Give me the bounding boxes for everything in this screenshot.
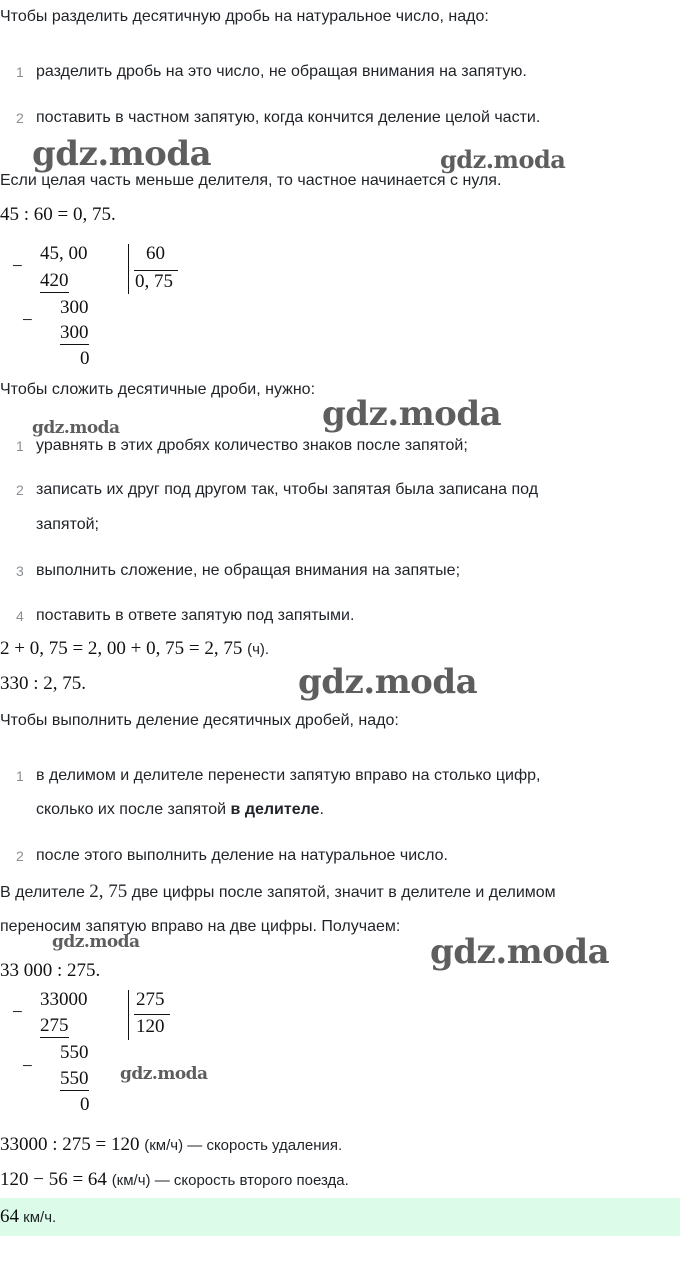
answer-line: [0, 1206, 56, 1228]
text-run: две цифры после запятой, значит в делителе и делимом: [127, 884, 556, 901]
list-item: в делимом и делителе перенести запятую вправо на столько цифр,: [36, 767, 541, 784]
result-math: 120 − 56 = 64: [0, 1169, 107, 1190]
division-bar: [128, 990, 129, 1040]
math-expression: 330 : 2, 75.: [0, 673, 87, 694]
section2-intro: Чтобы сложить десятичные дроби, нужно:: [0, 381, 316, 398]
dividend: 45, 00: [40, 243, 88, 264]
remainder: 0: [80, 348, 90, 369]
minus-sign: −: [12, 256, 23, 277]
math-expression: 33 000 : 275.: [0, 960, 101, 981]
answer-box: [0, 1198, 680, 1236]
watermark: gdz.moda: [120, 1064, 208, 1084]
list-number: 1: [16, 768, 24, 784]
list-item-continuation: запятой;: [36, 516, 99, 533]
text-run: В делителе: [0, 884, 90, 901]
result-text: — скорость второго поезда.: [150, 1172, 349, 1189]
list-number: 2: [16, 110, 24, 126]
inline-math: 2, 75: [89, 881, 128, 902]
math-expression: [0, 638, 269, 660]
quotient: 0, 75: [135, 271, 173, 292]
list-item: поставить в ответе запятую под запятыми.: [36, 607, 355, 624]
list-number: 2: [16, 848, 24, 864]
watermark: gdz.moda: [322, 394, 502, 434]
quotient: 120: [136, 1016, 165, 1037]
subtrahend: 420: [40, 270, 69, 291]
text-run: сколько их после запятой: [36, 801, 231, 818]
answer-math: 64: [0, 1206, 19, 1227]
result-text: — скорость удаления.: [183, 1137, 343, 1154]
remainder: 300: [60, 297, 89, 318]
list-number: 3: [16, 563, 24, 579]
unit-label: (км/ч): [111, 1172, 151, 1189]
list-item: записать их друг под другом так, чтобы запятая была записана под: [36, 481, 539, 498]
quotient-line: [134, 1014, 170, 1015]
minus-sign: −: [22, 1056, 33, 1077]
remainder: 550: [60, 1042, 89, 1063]
note-text: Если целая часть меньше делителя, то частное начинается с нуля.: [0, 172, 502, 189]
watermark: gdz.moda: [430, 932, 610, 972]
expression-math: 2 + 0, 75 = 2, 00 + 0, 75 = 2, 75: [0, 638, 243, 659]
subtrahend: 275: [40, 1015, 69, 1036]
watermark: gdz.moda: [298, 662, 478, 702]
unit-label: (км/ч): [144, 1137, 184, 1154]
list-item: уравнять в этих дробях количество знаков после запятой;: [36, 437, 468, 454]
dividend: 33000: [40, 989, 88, 1010]
section1-intro: Чтобы разделить десятичную дробь на натуральное число, надо:: [0, 8, 489, 25]
list-item: выполнить сложение, не обращая внимания на запятые;: [36, 562, 461, 579]
paragraph: [0, 881, 556, 903]
divisor: 275: [136, 989, 165, 1010]
divisor: 60: [146, 243, 165, 264]
minus-sign: −: [12, 1002, 23, 1023]
math-expression: 45 : 60 = 0, 75.: [0, 204, 116, 225]
watermark: gdz.moda: [32, 134, 212, 174]
list-number: 1: [16, 64, 24, 80]
division-bar: [128, 244, 129, 294]
unit-label: (ч).: [247, 641, 270, 658]
list-item-continuation: [36, 801, 324, 819]
list-number: 1: [16, 438, 24, 454]
result-line: [0, 1169, 349, 1191]
answer-text: км/ч.: [19, 1209, 57, 1226]
bold-text: в делителе: [230, 801, 320, 818]
list-item: после этого выполнить деление на натуральное число.: [36, 847, 448, 864]
subtrahend: 550: [60, 1068, 89, 1089]
list-item: поставить в частном запятую, когда кончится деление целой части.: [36, 109, 541, 126]
minus-sign: −: [22, 310, 33, 331]
watermark: gdz.moda: [52, 932, 140, 952]
remainder: 0: [80, 1094, 90, 1115]
watermark: gdz.moda: [440, 145, 566, 174]
subtrahend: 300: [60, 322, 89, 343]
watermark: gdz.moda: [32, 418, 120, 438]
result-line: [0, 1134, 342, 1156]
list-number: 4: [16, 608, 24, 624]
section3-intro: Чтобы выполнить деление десятичных дробей, надо:: [0, 712, 399, 729]
text-run: .: [319, 801, 324, 818]
list-number: 2: [16, 482, 24, 498]
paragraph: переносим запятую вправо на две цифры. Получаем:: [0, 918, 401, 935]
result-math: 33000 : 275 = 120: [0, 1134, 140, 1155]
list-item: разделить дробь на это число, не обращая внимания на запятую.: [36, 63, 527, 80]
